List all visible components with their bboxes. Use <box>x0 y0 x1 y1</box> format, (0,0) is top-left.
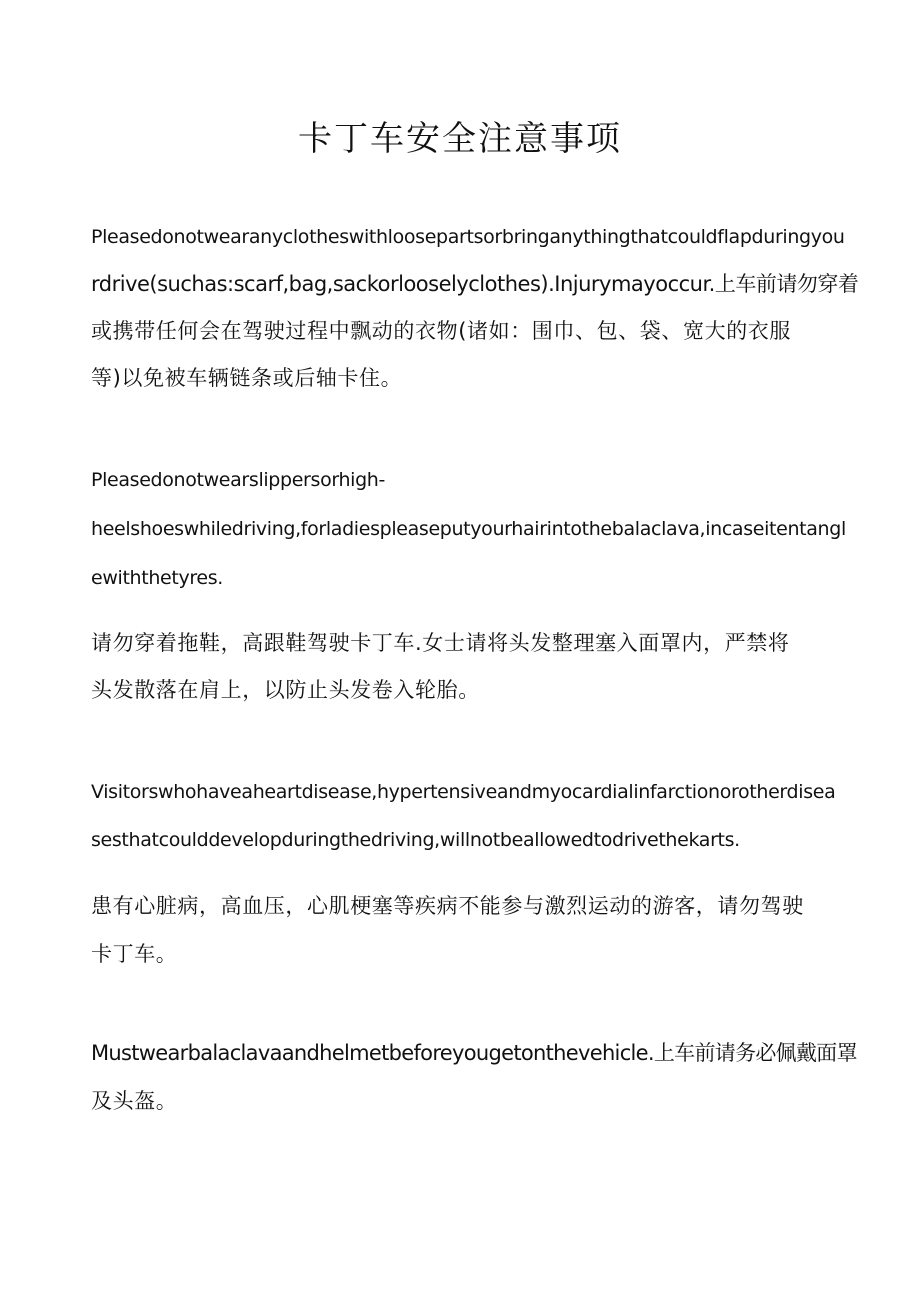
paragraph-4-line-2: sesthatcoulddevelopduringthedriving,willnotbeallowedtodrivethekarts. <box>91 829 740 851</box>
paragraph-1-line-1: Pleasedonotwearanyclotheswithloosepartsorbringanythingthatcouldflapduringyou <box>91 226 845 248</box>
paragraph-5-line-1: 患有心脏病，高血压，心肌梗塞等疾病不能参与激烈运动的游客，请勿驾驶 <box>91 894 804 918</box>
paragraph-1-line-4: 等)以免被车辆链条或后轴卡住。 <box>91 366 403 390</box>
paragraph-2-line-2: heelshoeswhiledriving,forladiespleaseputyourhairintothebalaclava,incaseitentangl <box>91 518 846 540</box>
paragraph-3-line-2: 头发散落在肩上，以防止头发卷入轮胎。 <box>91 678 480 702</box>
paragraph-6-line-1: Mustwearbalaclavaandhelmetbeforeyougetonthevehicle.上车前请务必佩戴面罩 <box>91 1041 857 1065</box>
paragraph-5-line-2: 卡丁车。 <box>91 942 178 966</box>
paragraph-2-line-3: ewiththetyres. <box>91 567 223 589</box>
paragraph-2-line-1: Pleasedonotwearslippersorhigh- <box>91 469 386 491</box>
document-title: 卡丁车安全注意事项 <box>298 119 622 159</box>
paragraph-6-line-2: 及头盔。 <box>91 1089 178 1113</box>
paragraph-1-line-3: 或携带任何会在驾驶过程中飘动的衣物(诸如：围巾、包、袋、宽大的衣服 <box>91 319 791 343</box>
paragraph-4-line-1: Visitorswhohaveaheartdisease,hypertensiveandmyocardialinfarctionorotherdisea <box>91 781 836 803</box>
paragraph-1-line-2: rdrive(suchas:scarf,bag,sackorlooselyclothes).Injurymayoccur.上车前请勿穿着 <box>91 272 859 296</box>
paragraph-3-line-1: 请勿穿着拖鞋，高跟鞋驾驶卡丁车.女士请将头发整理塞入面罩内，严禁将 <box>91 631 790 655</box>
